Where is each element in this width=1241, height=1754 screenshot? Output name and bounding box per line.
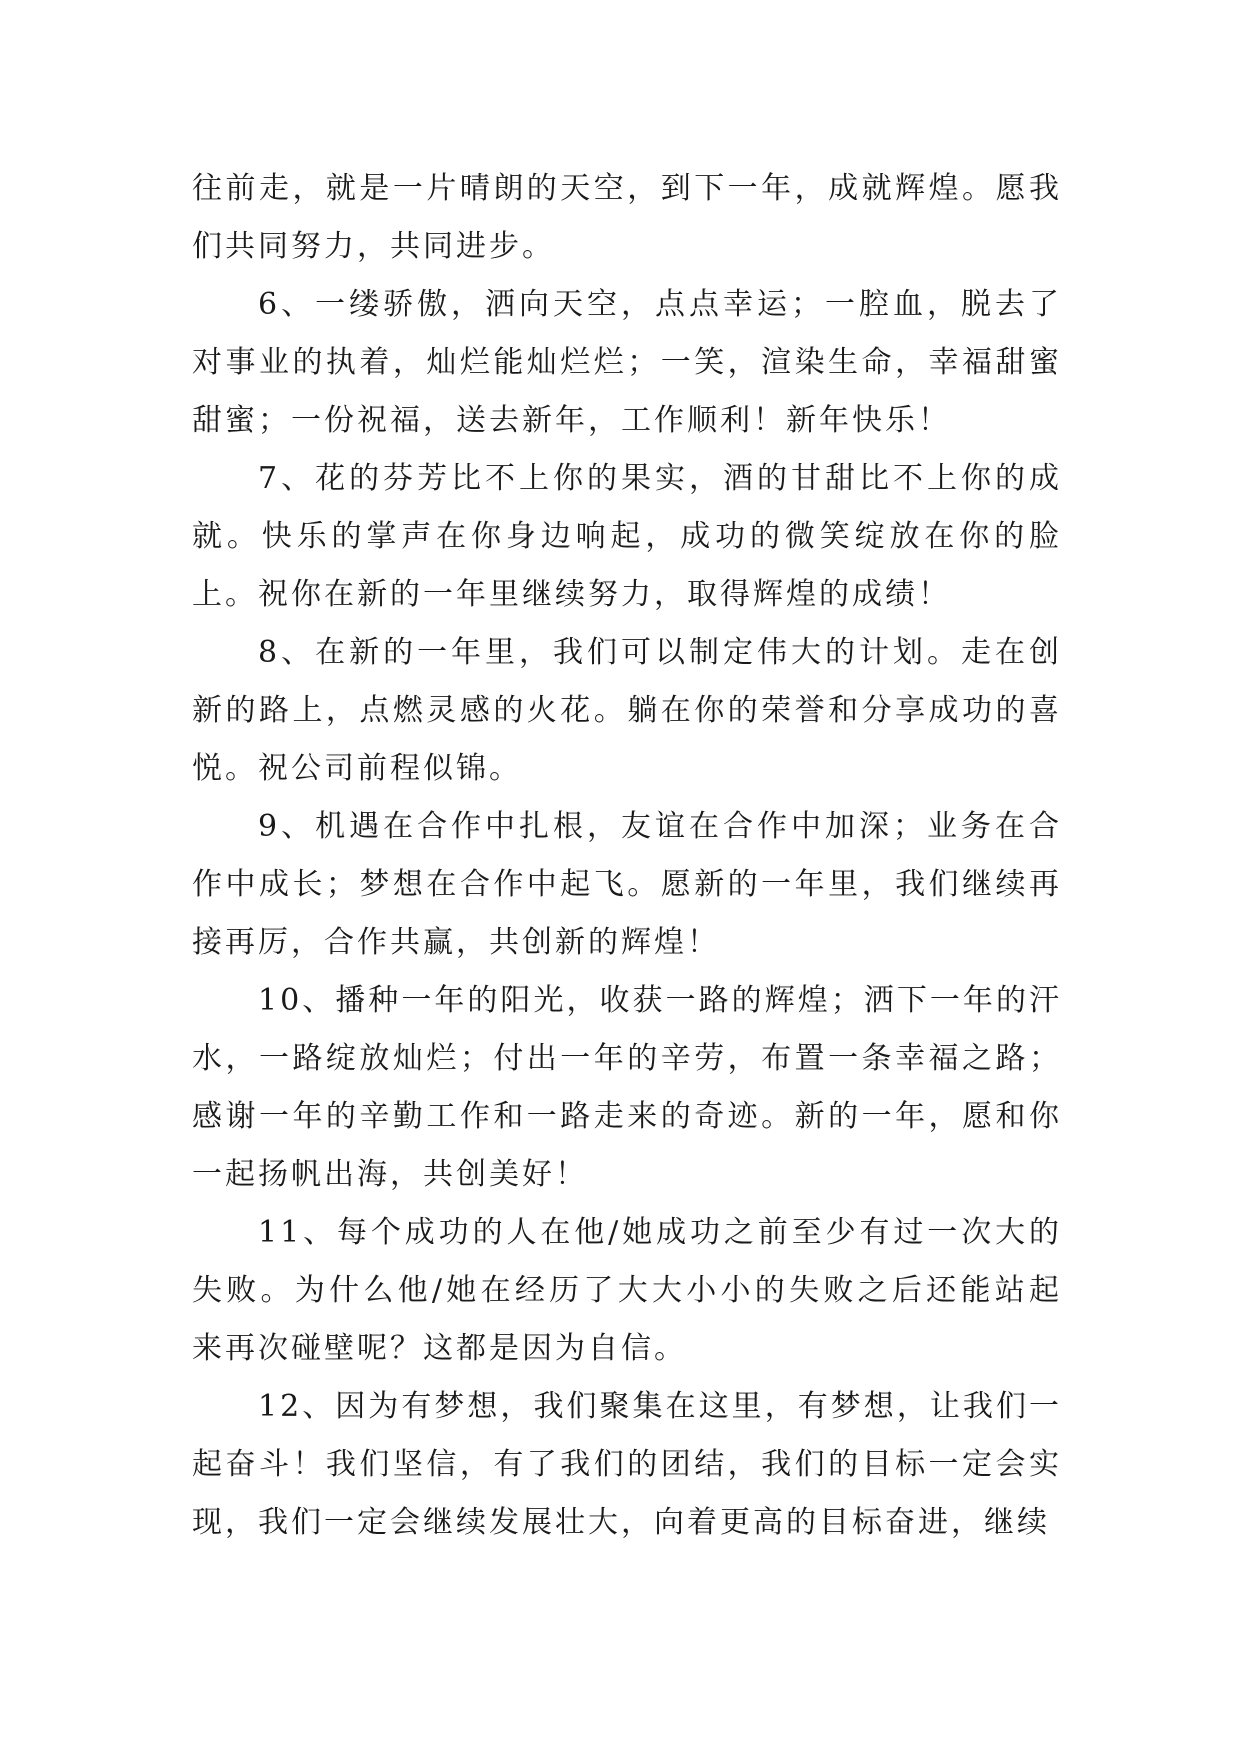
paragraph-item-10: 10、播种一年的阳光，收获一路的辉煌；洒下一年的汗水，一路绽放灿烂；付出一年的辛劳，布置一条幸福之路；感谢一年的辛勤工作和一路走来的奇迹。新的一年，愿和你一起扬帆出海，共创美好！	[192, 983, 1062, 1192]
paragraph-item-7: 7、花的芬芳比不上你的果实，酒的甘甜比不上你的成就。快乐的掌声在你身边响起，成功的微笑绽放在你的脸上。祝你在新的一年里继续努力，取得辉煌的成绩！	[192, 461, 1062, 612]
paragraph-item-12: 12、因为有梦想，我们聚集在这里，有梦想，让我们一起奋斗！我们坚信，有了我们的团结，我们的目标一定会实现，我们一定会继续发展壮大，向着更高的目标奋进，继续	[192, 1389, 1062, 1540]
paragraph-continuation: 往前走，就是一片晴朗的天空，到下一年，成就辉煌。愿我们共同努力，共同进步。	[192, 171, 1062, 264]
paragraph-item-11: 11、每个成功的人在他/她成功之前至少有过一次大的失败。为什么他/她在经历了大大小小的失败之后还能站起来再次碰壁呢？这都是因为自信。	[192, 1215, 1062, 1366]
paragraph-item-6: 6、一缕骄傲，洒向天空，点点幸运；一腔血，脱去了对事业的执着，灿烂能灿烂烂；一笑，渲染生命，幸福甜蜜甜蜜；一份祝福，送去新年，工作顺利！新年快乐！	[192, 287, 1062, 438]
paragraph-item-9: 9、机遇在合作中扎根，友谊在合作中加深；业务在合作中成长；梦想在合作中起飞。愿新的一年里，我们继续再接再厉，合作共赢，共创新的辉煌！	[192, 809, 1062, 960]
paragraph-item-8: 8、在新的一年里，我们可以制定伟大的计划。走在创新的路上，点燃灵感的火花。躺在你的荣誉和分享成功的喜悦。祝公司前程似锦。	[192, 635, 1062, 786]
document-body	[192, 160, 1062, 1552]
